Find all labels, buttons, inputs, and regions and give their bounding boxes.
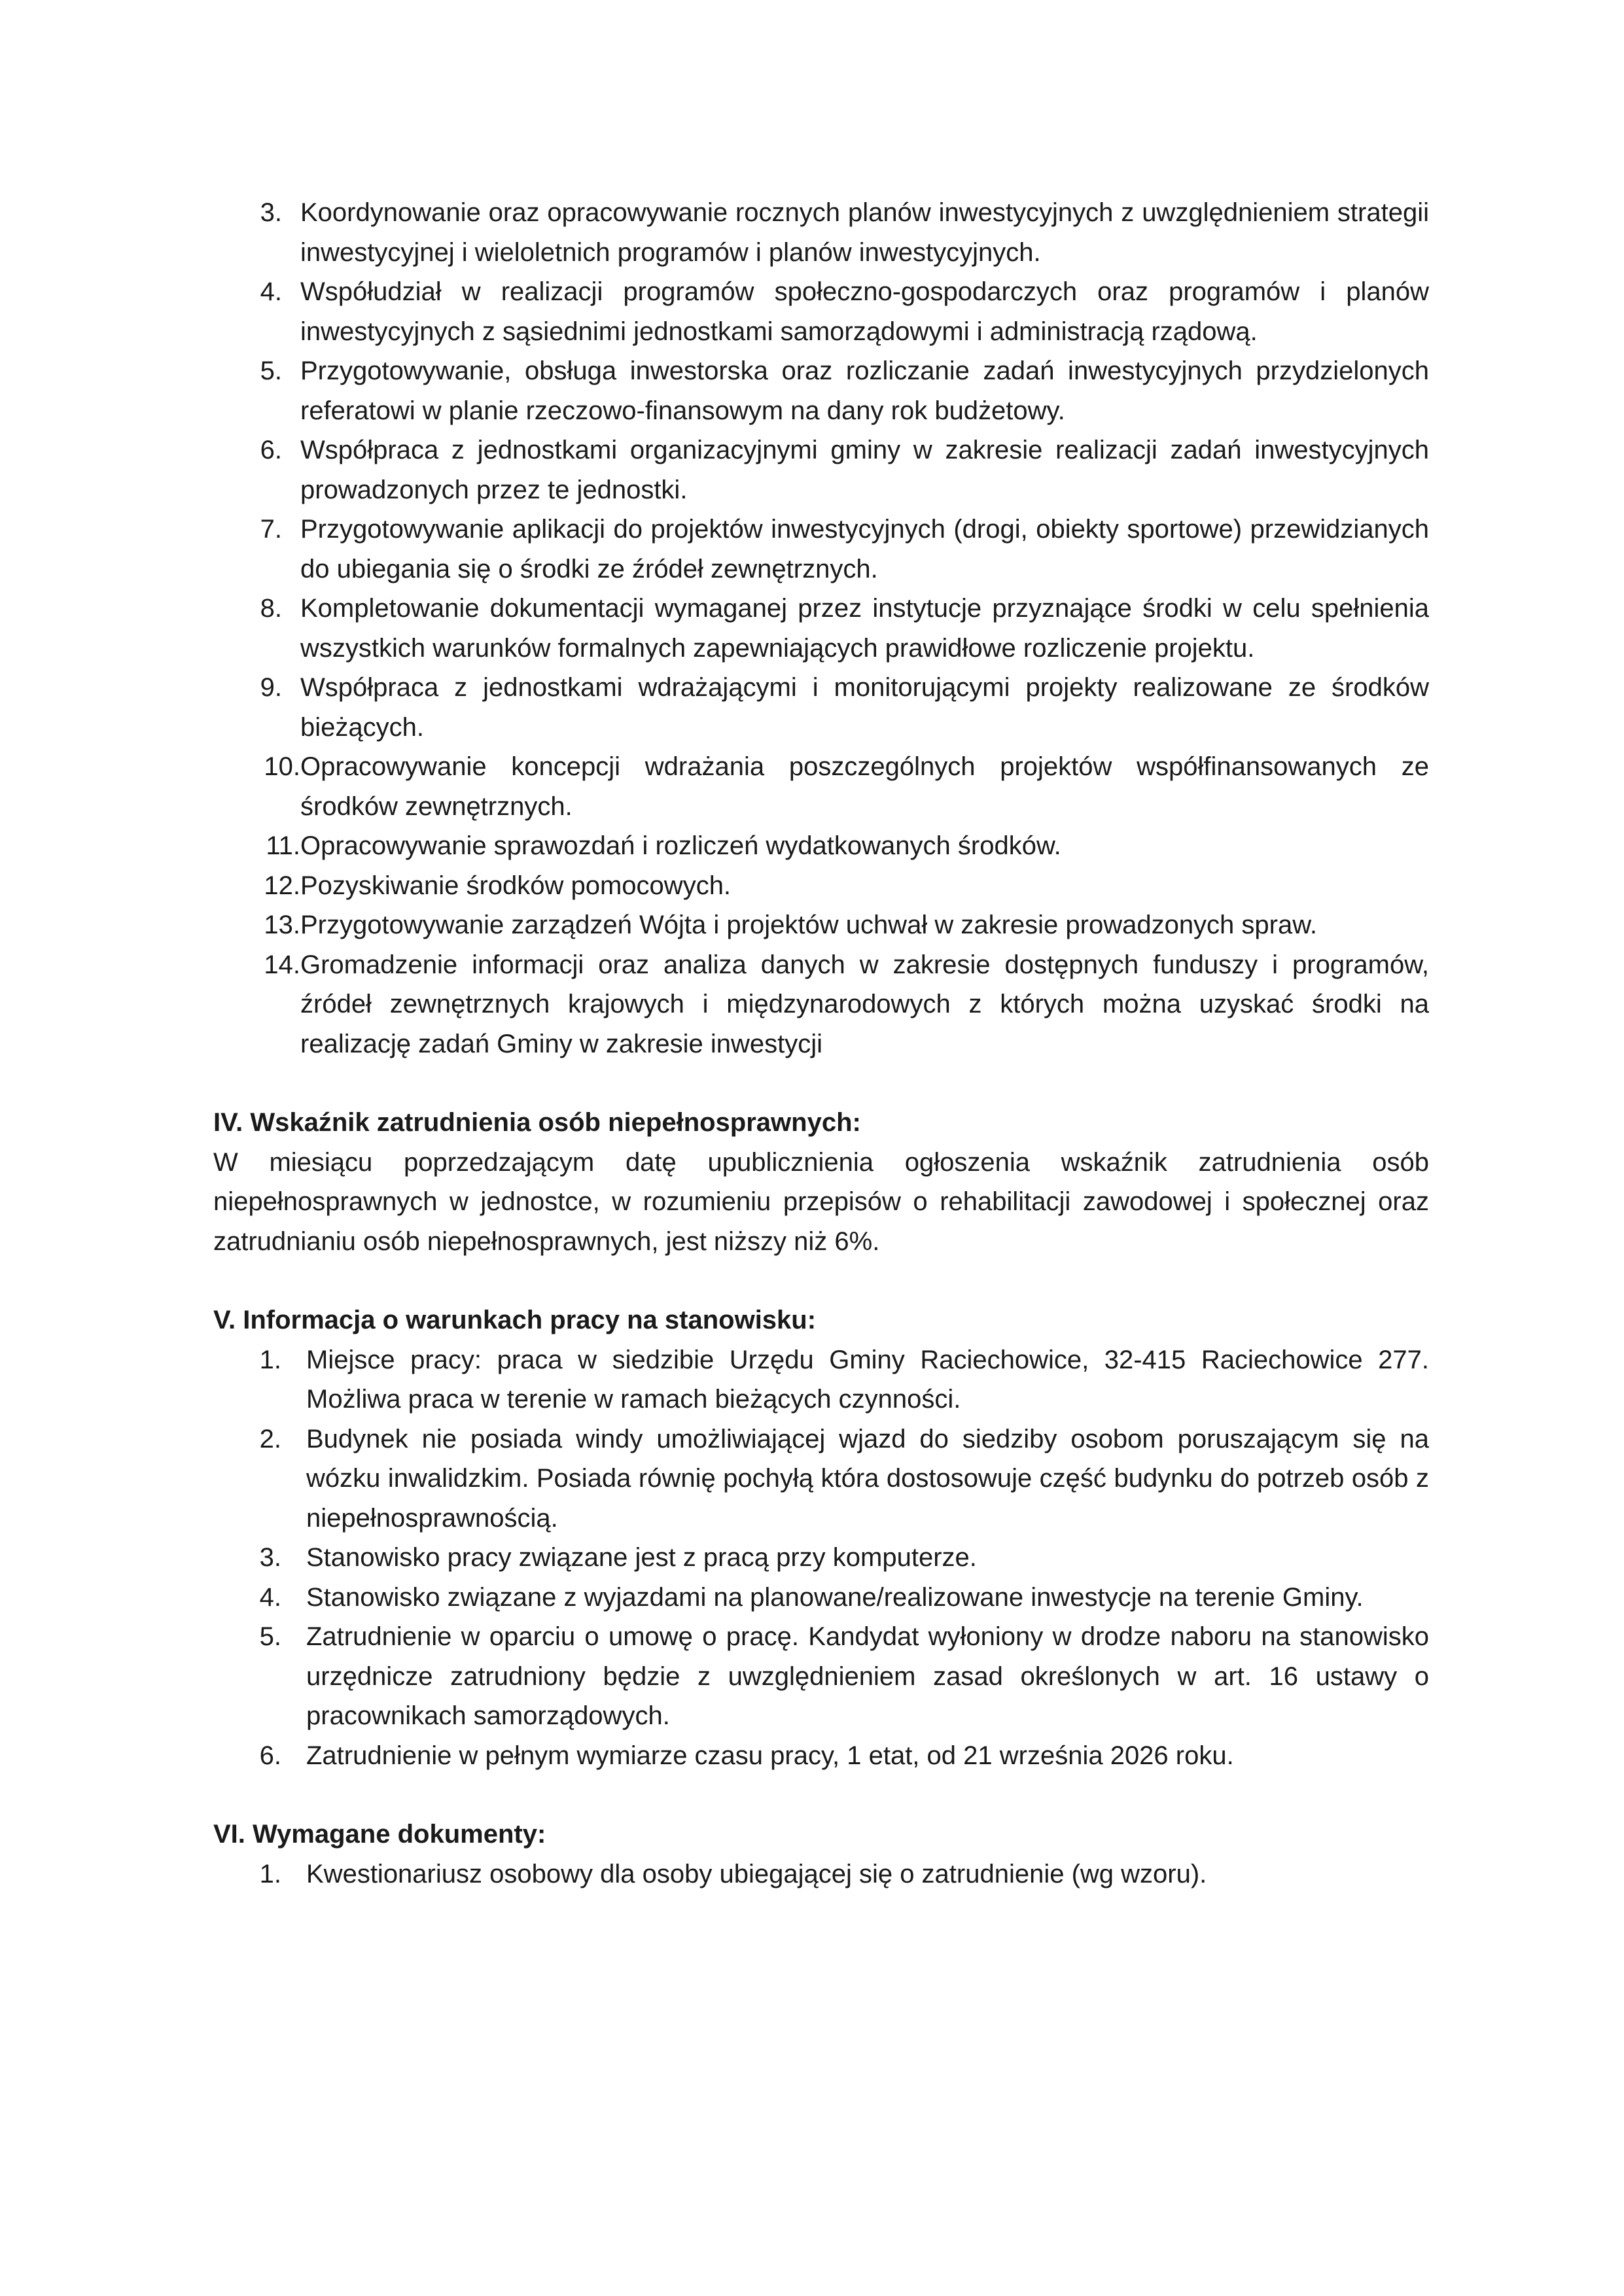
section-iv-text: W miesiącu poprzedzającym datę upublicznienia ogłoszenia wskaźnik zatrudnienia osób niepełnosprawnych w jednostce, w rozumieniu przepisów o rehabilitacji zawodowej i społecznej oraz zatrudnianiu osób niepełnosprawnych, jest niższy niż 6%.	[213, 1147, 1429, 1256]
list-item	[213, 668, 1429, 747]
list-item-text: Przygotowywanie aplikacji do projektów inwestycyjnych (drogi, obiekty sportowe) przewidzianych do ubiegania się o środki ze źródeł zewnętrznych.	[300, 515, 1429, 583]
list-item-text: Współpraca z jednostkami wdrażającymi i monitorującymi projekty realizowane ze środków bieżących.	[300, 673, 1429, 742]
work-conditions-list	[213, 1340, 1429, 1776]
list-item-text: Kwestionariusz osobowy dla osoby ubiegającej się o zatrudnienie (wg wzoru).	[306, 1859, 1207, 1888]
section-iv-heading: IV. Wskaźnik zatrudnienia osób niepełnosprawnych:	[213, 1108, 861, 1137]
list-item-number: 14.	[264, 950, 300, 979]
list-item-number: 8.	[260, 594, 282, 623]
list-item	[213, 747, 1429, 826]
section-vi-heading: VI. Wymagane dokumenty:	[213, 1820, 546, 1849]
section-spacer	[213, 1775, 1429, 1815]
list-item-text: Opracowywanie sprawozdań i rozliczeń wydatkowanych środków.	[300, 831, 1061, 860]
list-item	[213, 866, 1429, 906]
list-item	[213, 826, 1429, 866]
list-item-text: Budynek nie posiada windy umożliwiającej wjazd do siedziby osobom poruszającym się na wózku inwalidzkim. Posiada równię pochyłą która dostosowuje część budynku do potrzeb osób z niepełnosprawnością.	[306, 1424, 1429, 1533]
list-item-text: Przygotowywanie zarządzeń Wójta i projektów uchwał w zakresie prowadzonych spraw.	[300, 911, 1318, 939]
list-item-number: 3.	[260, 198, 282, 227]
list-item-text: Przygotowywanie, obsługa inwestorska oraz rozliczanie zadań inwestycyjnych przydzielonych referatowi w planie rzeczowo-finansowym na dany rok budżetowy.	[300, 357, 1429, 425]
list-item-number: 4.	[259, 1582, 281, 1612]
list-item-text: Zatrudnienie w pełnym wymiarze czasu pracy, 1 etat, od 21 września 2026 roku.	[306, 1741, 1234, 1770]
list-item-number: 1.	[259, 1345, 281, 1374]
list-item	[213, 945, 1429, 1064]
section-spacer	[213, 1064, 1429, 1103]
list-item-number: 7.	[260, 515, 282, 544]
list-item-number: 2.	[259, 1424, 281, 1453]
required-documents-list	[213, 1854, 1429, 1894]
list-item-number: 12.	[264, 871, 300, 900]
list-item-text: Miejsce pracy: praca w siedzibie Urzędu Gminy Raciechowice, 32-415 Raciechowice 277. Możliwa praca w terenie w ramach bieżących czynności.	[306, 1345, 1429, 1414]
list-item-number: 1.	[259, 1859, 281, 1888]
list-item	[213, 430, 1429, 510]
list-item	[213, 1854, 1429, 1894]
list-item	[213, 1578, 1429, 1618]
list-item-number: 5.	[260, 357, 282, 385]
list-item-text: Współpraca z jednostkami organizacyjnymi gminy w zakresie realizacji zadań inwestycyjnych prowadzonych przez te jednostki.	[300, 436, 1429, 504]
list-item-number: 9.	[260, 673, 282, 702]
list-item	[213, 1419, 1429, 1539]
duties-list	[213, 193, 1429, 1064]
list-item-number: 5.	[259, 1622, 281, 1651]
list-item	[213, 1736, 1429, 1776]
list-item	[213, 905, 1429, 945]
list-item-text: Współudział w realizacji programów społeczno-gospodarczych oraz programów i planów inwestycyjnych z sąsiednimi jednostkami samorządowymi i administracją rządową.	[300, 277, 1429, 346]
list-item	[213, 589, 1429, 668]
list-item	[213, 1340, 1429, 1419]
list-item	[213, 510, 1429, 589]
list-item-text: Zatrudnienie w oparciu o umowę o pracę. Kandydat wyłoniony w drodze naboru na stanowisko urzędnicze zatrudniony będzie z uwzględnieniem zasad określonych w art. 16 ustawy o pracownikach samorządowych.	[306, 1622, 1429, 1730]
list-item-number: 3.	[259, 1543, 281, 1572]
list-item-text: Stanowisko związane z wyjazdami na planowane/realizowane inwestycje na terenie Gminy.	[306, 1582, 1364, 1612]
list-item	[213, 1617, 1429, 1736]
list-item-text: Opracowywanie koncepcji wdrażania poszczególnych projektów współfinansowanych ze środków zewnętrznych.	[300, 752, 1429, 821]
list-item-number: 13.	[264, 911, 300, 939]
list-item-text: Koordynowanie oraz opracowywanie rocznych planów inwestycyjnych z uwzględnieniem strategii inwestycyjnej i wieloletnich programów i planów inwestycyjnych.	[300, 198, 1429, 267]
list-item-text: Kompletowanie dokumentacji wymaganej przez instytucje przyznające środki w celu spełnienia wszystkich warunków formalnych zapewniających prawidłowe rozliczenie projektu.	[300, 594, 1429, 663]
list-item-number: 4.	[260, 277, 282, 306]
list-item-number: 11.	[266, 831, 300, 860]
list-item-number: 6.	[259, 1741, 281, 1770]
section-v-heading: V. Informacja o warunkach pracy na stanowisku:	[213, 1306, 817, 1334]
list-item-text: Pozyskiwanie środków pomocowych.	[300, 871, 732, 900]
list-item-text: Gromadzenie informacji oraz analiza danych w zakresie dostępnych funduszy i programów, źródeł zewnętrznych krajowych i międzynarodowych z których można uzyskać środki na realizację zadań Gminy w zakresie inwestycji	[300, 950, 1429, 1058]
document-content	[213, 193, 1429, 1894]
list-item	[213, 193, 1429, 272]
list-item	[213, 351, 1429, 430]
list-item	[213, 272, 1429, 351]
list-item-number: 6.	[260, 436, 282, 464]
list-item-number: 10.	[264, 752, 300, 781]
list-item	[213, 1538, 1429, 1578]
list-item-text: Stanowisko pracy związane jest z pracą przy komputerze.	[306, 1543, 977, 1572]
section-spacer	[213, 1261, 1429, 1300]
